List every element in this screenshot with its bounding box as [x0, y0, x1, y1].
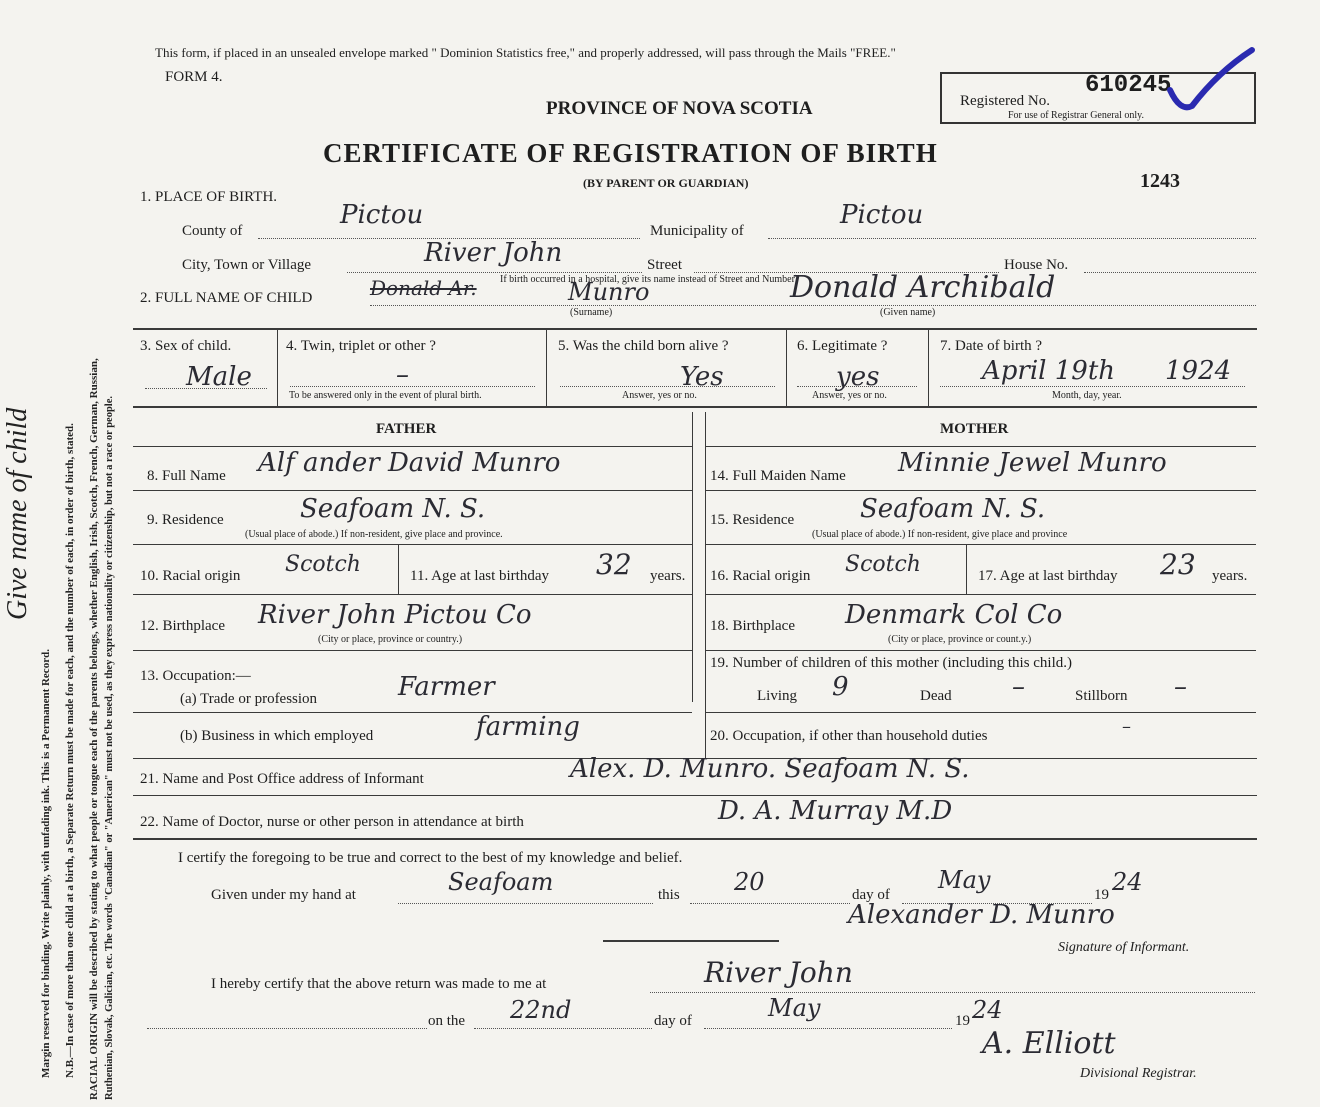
certify-statement: I certify the foregoing to be true and correct to the best of my knowledge and belief. — [178, 850, 683, 866]
registrar-statement: I hereby certify that the above return was made to me at — [211, 976, 547, 992]
legitimate-note: Answer, yes or no. — [812, 390, 887, 401]
page-subtitle: (BY PARENT OR GUARDIAN) — [583, 176, 749, 190]
dead-value: – — [1012, 672, 1025, 702]
father-race-value: Scotch — [285, 552, 361, 577]
registrar-day-of-label: day of — [654, 1013, 692, 1029]
given-place: Seafoam — [448, 868, 554, 896]
street-label: Street — [647, 257, 682, 273]
registered-number: 610245 — [1085, 72, 1172, 99]
stillborn-value: – — [1174, 672, 1187, 702]
father-business-value: farming — [476, 712, 580, 742]
mother-race-label: 16. Racial origin — [710, 568, 811, 584]
mother-heading: MOTHER — [940, 421, 1009, 437]
dob-year: 1924 — [1165, 356, 1232, 386]
father-residence-note: (Usual place of abode.) If non-resident, give place and province. — [245, 529, 503, 540]
father-trade-value: Farmer — [398, 672, 495, 702]
mother-age-value: 23 — [1160, 548, 1196, 581]
city-value: River John — [424, 238, 563, 268]
legitimate-label: 6. Legitimate ? — [797, 338, 888, 354]
surname-label: (Surname) — [570, 307, 613, 318]
dob-note: Month, day, year. — [1052, 390, 1122, 401]
father-name-label: 8. Full Name — [147, 468, 226, 484]
place-of-birth-label: 1. PLACE OF BIRTH. — [140, 189, 278, 205]
father-birthplace-label: 12. Birthplace — [140, 618, 225, 634]
registrar-year-prefix: 19 — [955, 1013, 970, 1029]
child-surname: Munro — [568, 278, 650, 306]
children-count-label: 19. Number of children of this mother (including this child.) — [710, 655, 1073, 671]
mother-residence-note: (Usual place of abode.) If non-resident, give place and province — [812, 529, 1068, 540]
sex-label: 3. Sex of child. — [140, 338, 232, 354]
margin-handwritten-note: Give name of child — [2, 407, 33, 620]
registrar-place: River John — [704, 956, 853, 989]
mother-name-value: Minnie Jewel Munro — [898, 448, 1167, 478]
municipality-value: Pictou — [840, 200, 924, 230]
sex-value: Male — [186, 362, 252, 392]
registered-label: Registered No. — [960, 93, 1050, 109]
certify-year-prefix: 19 — [1094, 887, 1109, 903]
given-under-label: Given under my hand at — [211, 887, 356, 903]
born-alive-note: Answer, yes or no. — [622, 390, 697, 401]
twin-value: – — [396, 360, 409, 390]
registrar-signature: A. Elliott — [982, 1026, 1116, 1061]
father-age-unit: years. — [650, 568, 686, 584]
born-alive-value: Yes — [680, 362, 724, 392]
certify-day-of-label: day of — [852, 887, 890, 903]
informant-label: 21. Name and Post Office address of Informant — [140, 771, 424, 787]
mail-notice: This form, if placed in an unsealed envelope marked " Dominion Statistics free," and properly addressed, will pass through the Mails "FREE." — [155, 45, 896, 60]
father-name-value: Alf ander David Munro — [258, 448, 561, 478]
margin-line-4: Ruthenian, Slovak, Galician, etc. The words "Canadian" or "American" must not be used, as they express nationality or citizenship, but not a race or people. — [104, 395, 115, 1100]
living-label: Living — [757, 688, 797, 704]
margin-line-3: RACIAL ORIGIN will be described by stating to what people or tongue each of the parents belongs, whether English, Irish, Scotch, French, German, Russian, — [88, 358, 100, 1100]
province-heading: PROVINCE OF NOVA SCOTIA — [546, 98, 813, 119]
dead-label: Dead — [920, 688, 952, 704]
father-birthplace-note: (City or place, province or country.) — [318, 634, 463, 645]
mother-race-value: Scotch — [845, 552, 921, 577]
certify-year-suffix: 24 — [1112, 868, 1143, 896]
mother-residence-label: 15. Residence — [710, 512, 795, 528]
municipality-label: Municipality of — [650, 223, 744, 239]
twin-note: To be answered only in the event of plural birth. — [289, 390, 482, 401]
doctor-value: D. A. Murray M.D — [718, 796, 953, 826]
twin-label: 4. Twin, triplet or other ? — [286, 338, 436, 354]
mother-age-unit: years. — [1212, 568, 1248, 584]
on-the-label: on the — [428, 1013, 466, 1029]
registered-note: For use of Registrar General only. — [1008, 110, 1144, 121]
doctor-label: 22. Name of Doctor, nurse or other person in attendance at birth — [140, 814, 524, 830]
page-title: CERTIFICATE OF REGISTRATION OF BIRTH — [323, 138, 938, 168]
this-label: this — [658, 887, 680, 903]
father-birthplace-value: River John Pictou Co — [258, 600, 532, 630]
father-race-label: 10. Racial origin — [140, 568, 241, 584]
form-number: FORM 4. — [165, 69, 223, 85]
father-trade-label: (a) Trade or profession — [180, 691, 318, 707]
crossed-name: Donald Ar. — [370, 276, 477, 300]
dob-month-day: April 19th — [982, 356, 1116, 386]
certify-month: May — [938, 866, 991, 894]
house-label: House No. — [1004, 257, 1069, 273]
father-business-label: (b) Business in which employed — [180, 728, 374, 744]
county-label: County of — [182, 223, 243, 239]
checkmark-icon — [1160, 42, 1260, 122]
mother-occupation-label: 20. Occupation, if other than household duties — [710, 728, 988, 744]
child-name-label: 2. FULL NAME OF CHILD — [140, 290, 313, 306]
margin-line-1: Margin reserved for binding. Write plainly, with unfading ink. This is a Permanent Record. — [40, 649, 52, 1078]
registrar-signature-label: Divisional Registrar. — [1080, 1066, 1197, 1081]
informant-signature-label: Signature of Informant. — [1058, 940, 1190, 955]
living-value: 9 — [832, 672, 849, 702]
father-residence-label: 9. Residence — [147, 512, 224, 528]
informant-signature: Alexander D. Munro — [848, 900, 1115, 930]
born-alive-label: 5. Was the child born alive ? — [558, 338, 729, 354]
mother-residence-value: Seafoam N. S. — [860, 494, 1046, 524]
registrar-year-suffix: 24 — [972, 996, 1003, 1024]
hospital-note: If birth occurred in a hospital, give its name instead of Street and Number) — [500, 274, 799, 285]
father-age-label: 11. Age at last birthday — [410, 568, 549, 584]
mother-birthplace-label: 18. Birthplace — [710, 618, 795, 634]
child-given-name: Donald Archibald — [790, 270, 1056, 305]
mother-birthplace-note: (City or place, province or count.y.) — [888, 634, 1032, 645]
father-heading: FATHER — [376, 421, 437, 437]
given-name-label: (Given name) — [880, 307, 936, 318]
county-value: Pictou — [340, 200, 424, 230]
father-occupation-label: 13. Occupation:— — [140, 668, 251, 684]
mother-age-label: 17. Age at last birthday — [978, 568, 1118, 584]
father-residence-value: Seafoam N. S. — [300, 494, 486, 524]
certify-day: 20 — [734, 868, 765, 896]
city-label: City, Town or Village — [182, 257, 312, 273]
father-age-value: 32 — [596, 548, 632, 581]
stamp-number: 1243 — [1140, 170, 1180, 192]
mother-name-label: 14. Full Maiden Name — [710, 468, 846, 484]
mother-occupation-value: – — [1122, 716, 1131, 737]
stillborn-label: Stillborn — [1075, 688, 1128, 704]
registrar-day: 22nd — [510, 996, 572, 1024]
dob-label: 7. Date of birth ? — [940, 338, 1043, 354]
margin-line-2: N.B.—In case of more than one child at a birth, a Separate Return must be made for each, and the number of each, in order of birth, stated. — [64, 423, 76, 1078]
mother-birthplace-value: Denmark Col Co — [845, 600, 1063, 630]
registrar-month: May — [768, 994, 821, 1022]
legitimate-value: yes — [836, 362, 880, 392]
informant-value: Alex. D. Munro. Seafoam N. S. — [570, 754, 970, 784]
